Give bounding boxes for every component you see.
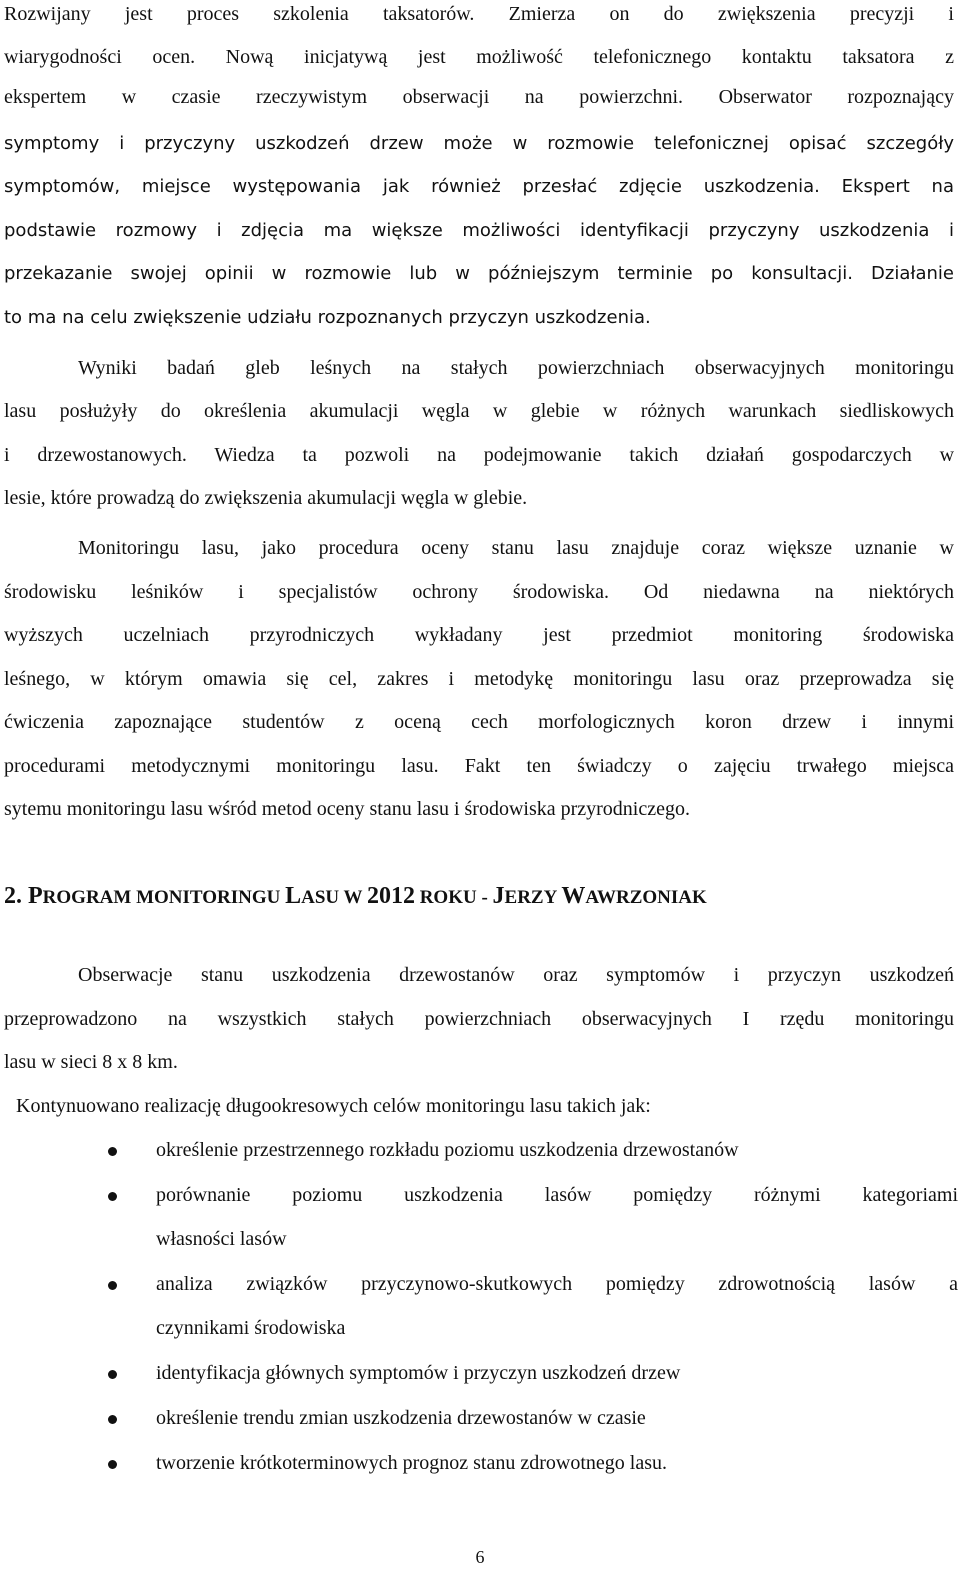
list-intro: Kontynuowano realizację długookresowych celów monitoringu lasu takich jak: [16,1095,651,1117]
text-line: lasu w sieci 8 x 8 km. [4,1051,178,1073]
text-line: wyższych uczelniach przyrodniczych wykładany jest przedmiot monitoring środowiska [4,624,954,646]
heading-part: L [285,883,302,909]
list-item-text: tworzenie krótkoterminowych prognoz stanu zdrowotnego lasu. [156,1452,667,1474]
text-line: przekazanie swojej opinii w rozmowie lub w późniejszym terminie po konsultacji. Działanie [4,263,954,284]
heading-part: ROGRAM MONITORINGU [42,887,286,908]
text-line: podstawie rozmowy i zdjęcia ma większe możliwości identyfikacji przyczyny uszkodzenia i [4,220,954,241]
text-line [4,86,954,109]
heading-part: ERZY [504,887,562,908]
bullet-icon [108,1147,117,1156]
text-line: leśnego, w którym omawia się cel, zakres i metodykę monitoringu lasu oraz przeprowadza się [4,668,954,690]
heading-part: W [561,883,586,909]
heading-part: P [28,883,43,909]
heading-part: J [492,883,505,909]
bullet-icon [108,1460,117,1469]
bullet-icon [108,1415,117,1424]
text-line: Monitoringu lasu, jako procedura oceny stanu lasu znajduje coraz większe uznanie w [78,537,954,559]
document-page [4,0,956,1569]
heading-part: ASU W [301,887,367,908]
text-segment: ekspertem w czasie rzeczywistym obserwacji na powierzchni. Obserwator rozpoznający [4,86,954,108]
text-line [4,441,954,469]
list-item-text: analiza związków przyczynowo-skutkowych pomiędzy zdrowotnością lasów a [156,1273,958,1295]
heading-part: AWRZONIAK [585,887,707,908]
text-line: sytemu monitoringu lasu wśród metod oceny stanu lasu i środowiska przyrodniczego. [4,798,690,820]
section-number: 2. [4,883,22,909]
text-line: wiarygodności ocen. Nową inicjatywą jest możliwość telefonicznego kontaktu taksatora z [4,46,954,68]
text-line: Rozwijany jest proces szkolenia taksatorów. Zmierza on do zwiększenia precyzji i [4,3,954,25]
text-segment: środowisku leśników i specjalistów ochrony środowiska. [4,581,609,603]
text-line: przeprowadzono na wszystkich stałych powierzchniach obserwacyjnych I rzędu monitoringu [4,1008,954,1030]
text-line: lasu posłużyły do określenia akumulacji węgla w glebie w różnych warunkach siedliskowych [4,400,954,422]
page-number: 6 [475,1547,485,1567]
text-line: symptomów, miejsce występowania jak również przesłać zdjęcie uszkodzenia. Ekspert na [4,176,954,197]
list-item-text: porównanie poziomu uszkodzenia lasów pomiędzy różnymi kategoriami [156,1184,958,1206]
list-item-text: określenie przestrzennego rozkładu poziomu uszkodzenia drzewostanów [156,1139,739,1161]
text-segment: i drzewostanowych. [4,444,187,466]
bullet-icon [108,1192,117,1201]
list-item-text: własności lasów [156,1228,287,1250]
bullet-icon [108,1281,117,1290]
text-line: lesie, które prowadzą do zwiększenia akumulacji węgla w glebie. [4,487,528,509]
section-heading [4,880,707,914]
text-line: to ma na celu zwiększenie udziału rozpoznanych przyczyn uszkodzenia. [4,307,651,328]
text-line [4,578,954,606]
heading-part: ROKU - [414,887,493,908]
text-line: Obserwacje stanu uszkodzenia drzewostanów oraz symptomów i przyczyn uszkodzeń [78,964,954,986]
list-item-text: identyfikacja głównych symptomów i przyczyn uszkodzeń drzew [156,1362,681,1384]
bullet-icon [108,1370,117,1379]
text-segment: Od niedawna na niektórych [643,581,954,603]
text-segment: Wiedza ta pozwoli na podejmowanie takich działań gospodarczych w [214,444,954,466]
list-item-text: czynnikami środowiska [156,1317,346,1339]
heading-part: 2012 [366,883,415,909]
text-line: ćwiczenia zapoznające studentów z oceną cech morfologicznych koron drzew i innymi [4,711,954,733]
text-line: symptomy i przyczyny uszkodzeń drzew może w rozmowie telefonicznej opisać szczegóły [4,133,954,154]
text-line: procedurami metodycznymi monitoringu lasu. Fakt ten świadczy o zajęciu trwałego miejsca [4,755,954,777]
text-line: Wyniki badań gleb leśnych na stałych powierzchniach obserwacyjnych monitoringu [78,357,954,379]
list-item-text: określenie trendu zmian uszkodzenia drzewostanów w czasie [156,1407,646,1429]
